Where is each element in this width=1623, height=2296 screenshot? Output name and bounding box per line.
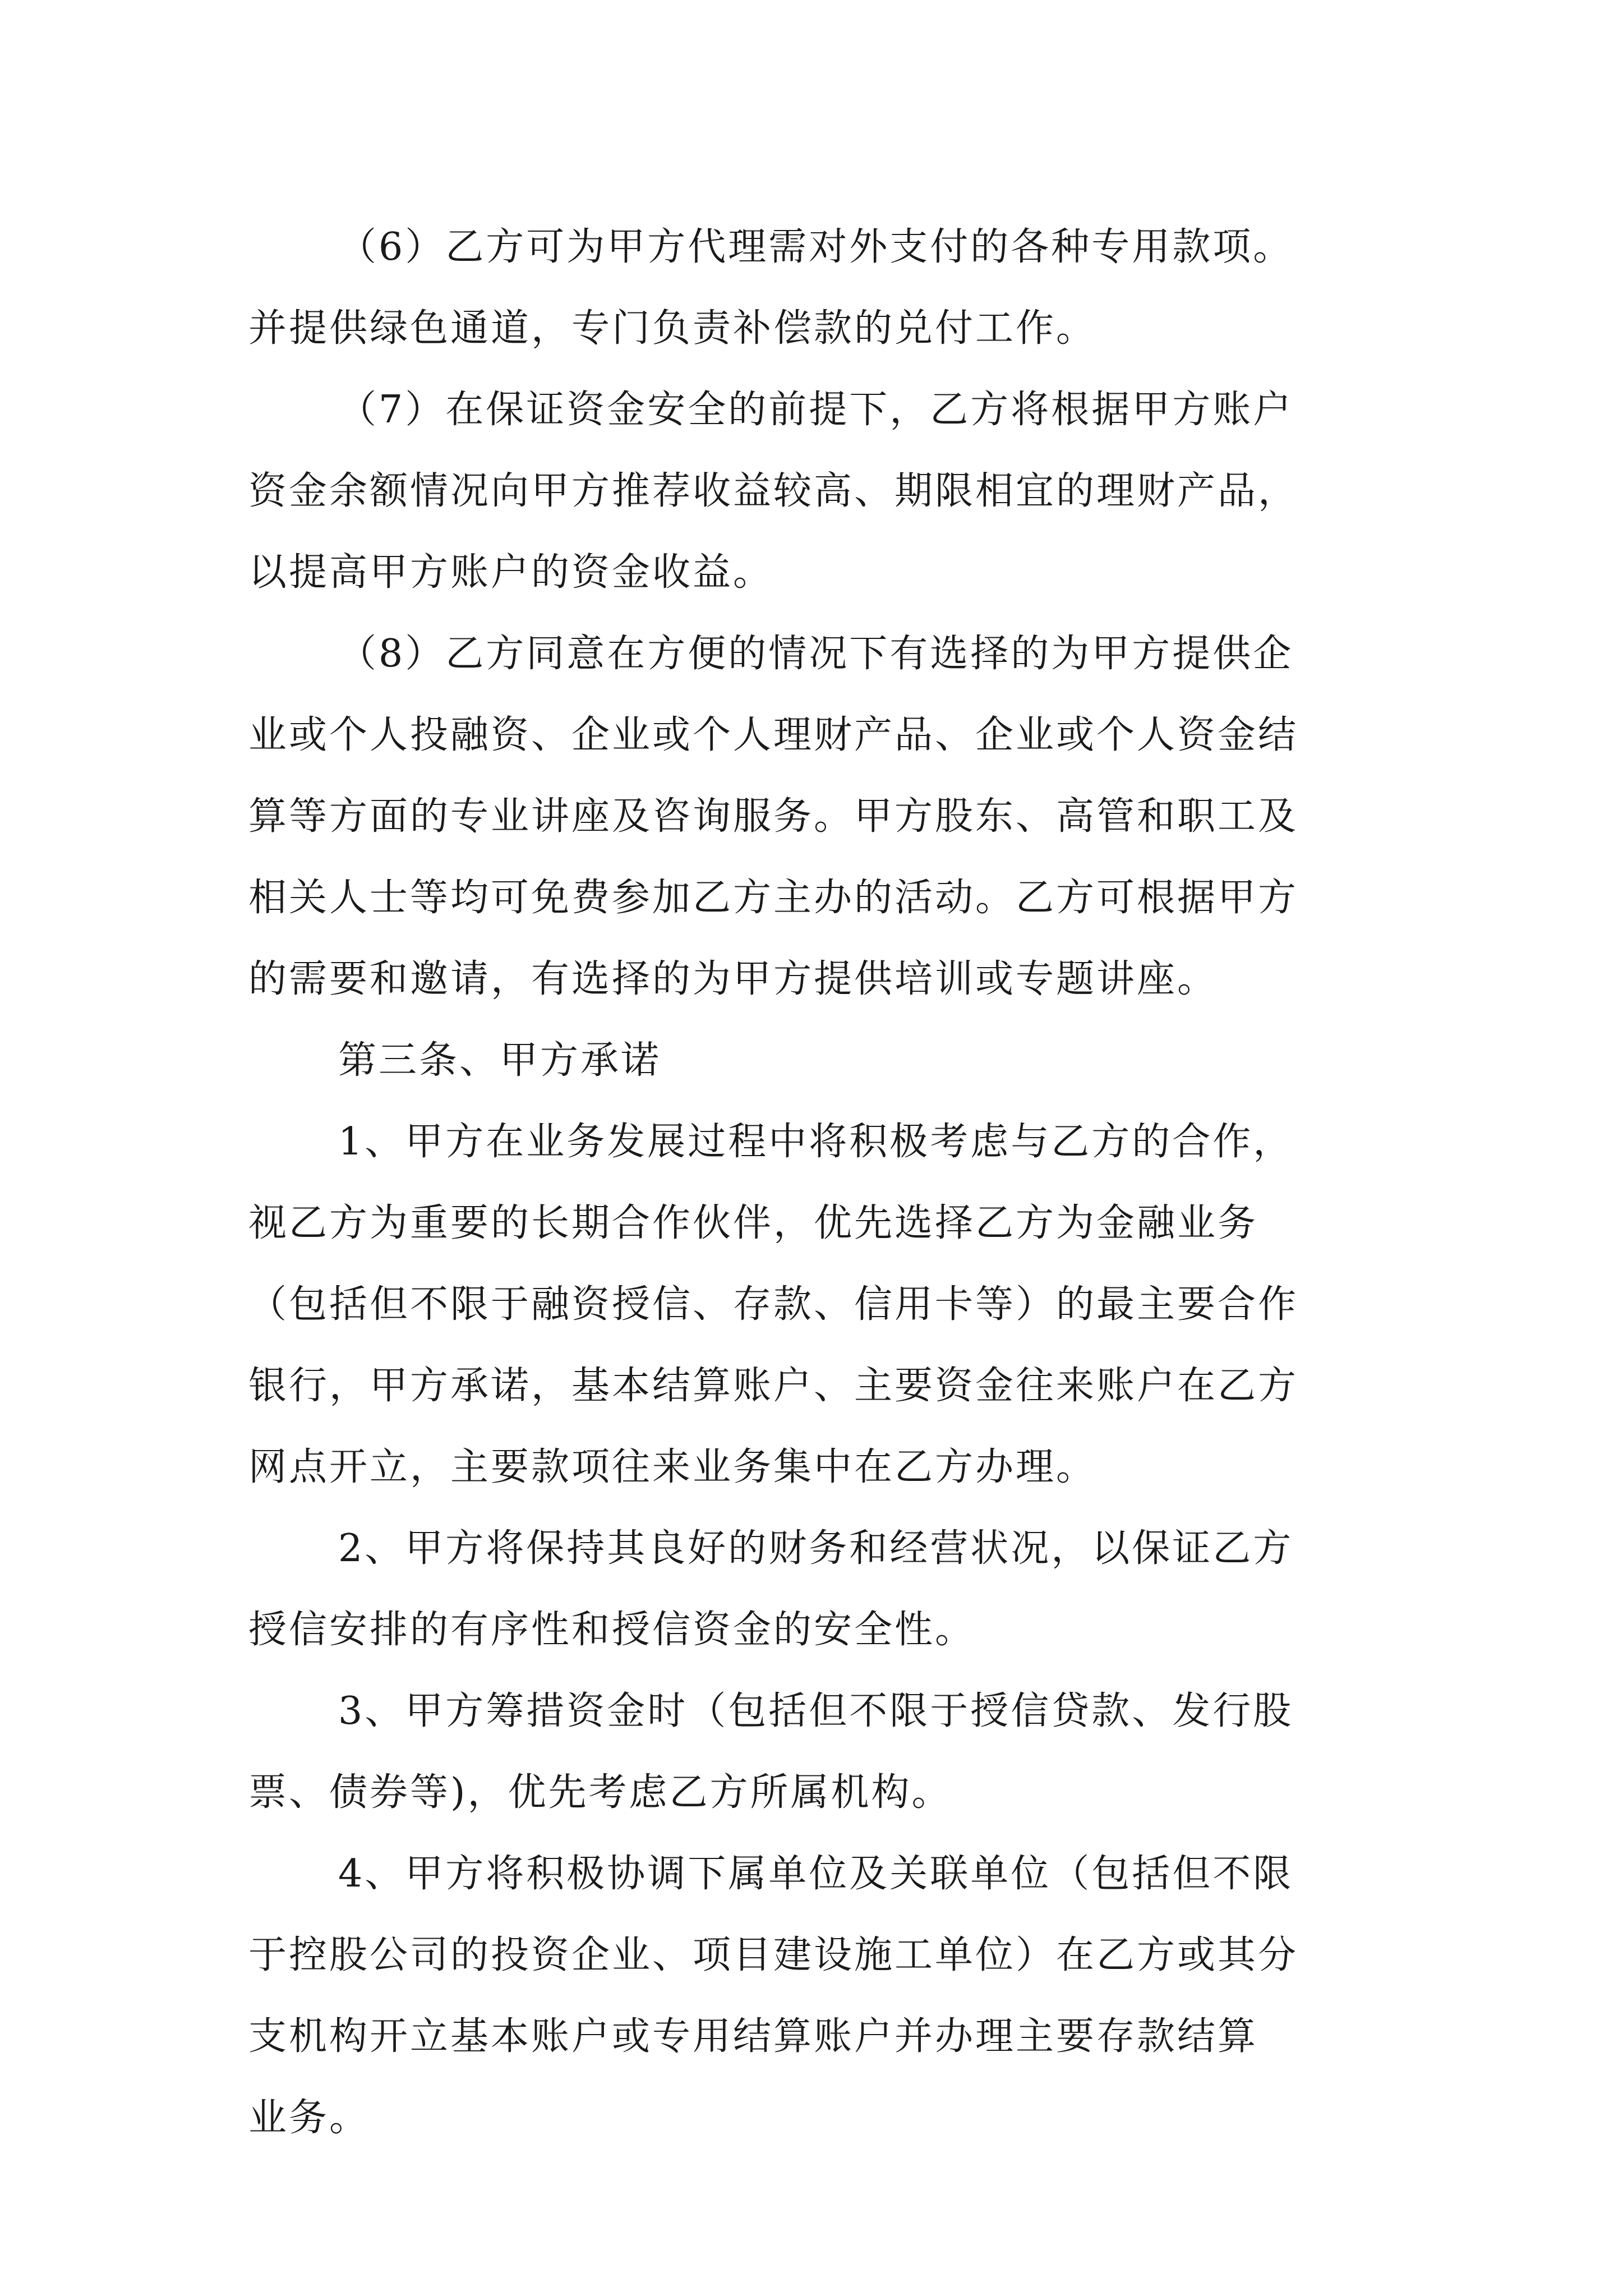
text-line: 3、甲方筹措资金时（包括但不限于授信贷款、发行股: [338, 1689, 1294, 1733]
text-line: 授信安排的有序性和授信资金的安全性。: [248, 1608, 976, 1652]
text-line: 2、甲方将保持其良好的财务和经营状况，以保证乙方: [338, 1526, 1294, 1571]
text-line: 业务。: [248, 2096, 370, 2140]
document-body: [248, 206, 1387, 2159]
text-line: 支机构开立基本账户或专用结算账户并办理主要存款结算: [248, 2014, 1258, 2059]
text-line: 网点开立，主要款项往来业务集中在乙方办理。: [248, 1445, 1097, 1489]
text-line: 相关人士等均可免费参加乙方主办的活动。乙方可根据甲方: [248, 876, 1299, 920]
text-line: 于控股公司的投资企业、项目建设施工单位）在乙方或其分: [248, 1933, 1299, 1977]
text-line: 视乙方为重要的长期合作伙伴，优先选择乙方为金融业务: [248, 1201, 1258, 1245]
clause-2: [248, 1508, 1387, 1671]
clause-1: [248, 1101, 1387, 1508]
text-line: 的需要和邀请，有选择的为甲方提供培训或专题讲座。: [248, 957, 1218, 1001]
text-line: 以提高甲方账户的资金收益。: [248, 550, 774, 595]
text-line: 银行，甲方承诺，基本结算账户、主要资金往来账户在乙方: [248, 1364, 1299, 1408]
text-line: （6）乙方可为甲方代理需对外支付的各种专用款项。: [338, 225, 1294, 269]
text-line: 票、债券等)，优先考虑乙方所属机构。: [248, 1770, 952, 1815]
section-title: 第三条、甲方承诺: [338, 1038, 662, 1083]
text-line: 4、甲方将积极协调下属单位及关联单位（包括但不限: [338, 1852, 1294, 1896]
text-line: 1、甲方在业务发展过程中将积极考虑与乙方的合作，: [338, 1120, 1294, 1164]
paragraph-6: [248, 206, 1387, 369]
clause-3: [248, 1671, 1387, 1833]
text-line: 资金余额情况向甲方推荐收益较高、期限相宜的理财产品，: [248, 469, 1299, 513]
text-line: 并提供绿色通道，专门负责补偿款的兑付工作。: [248, 306, 1097, 351]
paragraph-7: [248, 369, 1387, 613]
text-line: （包括但不限于融资授信、存款、信用卡等）的最主要合作: [248, 1282, 1299, 1327]
paragraph-8: [248, 613, 1387, 1020]
text-line: （7）在保证资金安全的前提下，乙方将根据甲方账户: [338, 388, 1294, 432]
clause-4: [248, 1833, 1387, 2159]
section-heading: [248, 1020, 1387, 1101]
text-line: 业或个人投融资、企业或个人理财产品、企业或个人资金结: [248, 713, 1299, 757]
text-line: （8）乙方同意在方便的情况下有选择的为甲方提供企: [338, 632, 1294, 676]
text-line: 算等方面的专业讲座及咨询服务。甲方股东、高管和职工及: [248, 794, 1299, 839]
